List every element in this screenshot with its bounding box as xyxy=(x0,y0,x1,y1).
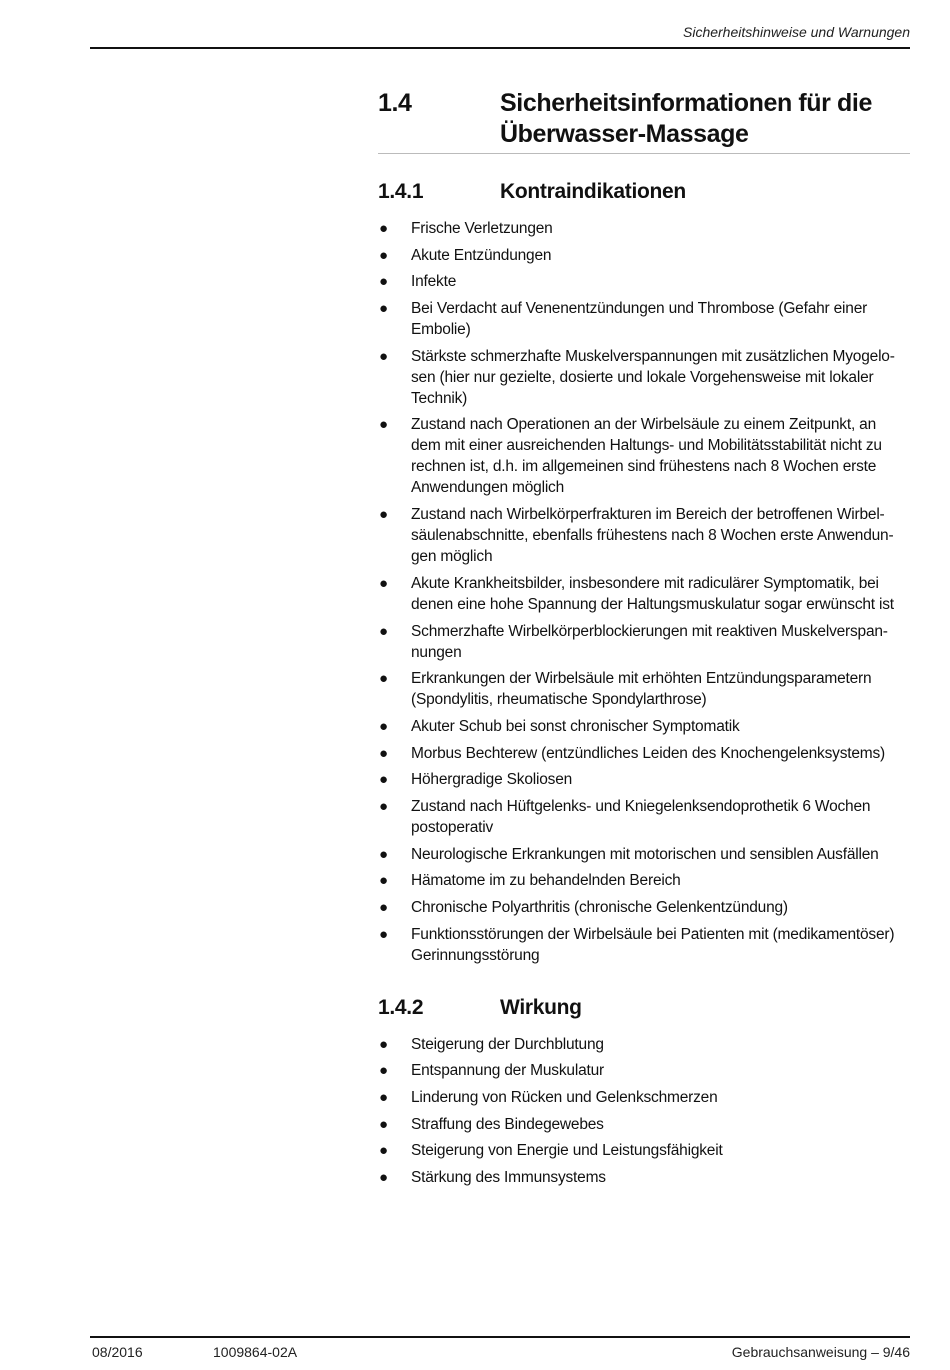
footer-divider xyxy=(90,1336,910,1338)
bullet-icon: ● xyxy=(379,622,388,640)
bullet-icon: ● xyxy=(379,797,388,815)
list-item-text xyxy=(411,1140,910,1161)
bullet-icon: ● xyxy=(379,744,388,762)
contraindications-list xyxy=(378,218,910,966)
list-item xyxy=(378,414,910,498)
subsection-heading-effect xyxy=(378,995,910,1021)
list-item xyxy=(378,1114,910,1135)
list-item xyxy=(378,1060,910,1081)
bullet-icon: ● xyxy=(379,1089,388,1107)
list-item-line: Entspannung der Muskulatur xyxy=(411,1062,604,1080)
footer-page-info: Gebrauchsanweisung – 9/46 xyxy=(731,1344,910,1360)
list-item-text xyxy=(411,668,910,710)
list-item-line: Linderung von Rücken und Gelenkschmerzen xyxy=(411,1089,718,1107)
list-item-line: Stärkste schmerzhafte Muskelverspannungen mit zusätzlichen Myogelo- xyxy=(411,347,895,365)
list-item-text xyxy=(411,870,910,891)
footer-document-number: 1009864-02A xyxy=(213,1344,298,1360)
list-item-text xyxy=(411,504,910,567)
bullet-icon: ● xyxy=(379,1142,388,1160)
list-item-text xyxy=(411,769,910,790)
list-item-line: Embolie) xyxy=(411,321,471,339)
bullet-icon: ● xyxy=(379,220,388,237)
running-header: Sicherheitshinweise und Warnungen xyxy=(683,24,910,40)
header-divider xyxy=(90,47,910,49)
list-item xyxy=(378,504,910,567)
bullet-icon: ● xyxy=(379,300,388,318)
bullet-icon: ● xyxy=(379,872,388,890)
list-item-text xyxy=(411,298,910,340)
list-item-line: rechnen ist, d.h. im allgemeinen sind frühestens nach 8 Wochen erste xyxy=(411,458,877,476)
list-item-line: Anwendungen möglich xyxy=(411,479,565,497)
list-item xyxy=(378,271,910,292)
list-item-line: Stärkung des Immunsystems xyxy=(411,1169,606,1187)
effect-list xyxy=(378,1034,910,1188)
list-item-text xyxy=(411,1034,910,1055)
list-item-line: gen möglich xyxy=(411,548,493,566)
list-item-line: Infekte xyxy=(411,273,457,291)
list-item xyxy=(378,844,910,865)
list-item-text xyxy=(411,796,910,838)
bullet-icon: ● xyxy=(379,347,388,365)
subsection-heading-contraindications xyxy=(378,179,910,205)
bullet-icon: ● xyxy=(379,1062,388,1080)
list-item-text xyxy=(411,1060,910,1081)
bullet-icon: ● xyxy=(379,1115,388,1133)
list-item-line: Gerinnungsstörung xyxy=(411,946,540,964)
list-item-line: Hämatome im zu behandelnden Bereich xyxy=(411,872,681,890)
list-item xyxy=(378,621,910,663)
bullet-icon: ● xyxy=(379,273,388,291)
bullet-icon: ● xyxy=(379,670,388,688)
bullet-icon: ● xyxy=(379,1169,388,1187)
list-item-line: Neurologische Erkrankungen mit motorischen und sensiblen Ausfällen xyxy=(411,845,879,863)
list-item-line: Chronische Polyarthritis (chronische Gelenkentzündung) xyxy=(411,899,788,916)
list-item-line: säulenabschnitte, ebenfalls frühestens nach 8 Wochen erste Anwendun- xyxy=(411,527,894,545)
list-item xyxy=(378,573,910,615)
list-item-text xyxy=(411,743,910,764)
list-item-line: Straffung des Bindegewebes xyxy=(411,1115,604,1133)
list-item xyxy=(378,870,910,891)
bullet-icon: ● xyxy=(379,246,388,264)
bullet-icon: ● xyxy=(379,925,388,943)
list-item xyxy=(378,1167,910,1188)
list-item-line: Akute Krankheitsbilder, insbesondere mit radiculärer Symptomatik, bei xyxy=(411,574,879,592)
list-item-text xyxy=(411,716,910,737)
bullet-icon: ● xyxy=(379,771,388,789)
section-title-line-1: Sicherheitsinformationen für die xyxy=(500,89,872,117)
subsection-title: Wirkung xyxy=(500,995,582,1019)
list-item-text xyxy=(411,1167,910,1188)
list-item xyxy=(378,716,910,737)
bullet-icon: ● xyxy=(379,416,388,434)
list-item-text xyxy=(411,573,910,615)
list-item-line: Zustand nach Hüftgelenks- und Kniegelenksendoprothetik 6 Wochen xyxy=(411,797,871,815)
section-title xyxy=(500,88,910,150)
subsection-number: 1.4.2 xyxy=(378,995,424,1019)
list-item-line: Zustand nach Wirbelkörperfrakturen im Bereich der betroffenen Wirbel- xyxy=(411,506,885,524)
bullet-icon: ● xyxy=(379,506,388,524)
section-heading xyxy=(378,88,910,154)
list-item xyxy=(378,298,910,340)
list-item xyxy=(378,743,910,764)
list-item-line: Funktionsstörungen der Wirbelsäule bei Patienten mit (medikamentöser) xyxy=(411,925,895,943)
list-item-line: Schmerzhafte Wirbelkörperblockierungen mit reaktiven Muskelverspan- xyxy=(411,622,888,640)
list-item-text xyxy=(411,897,910,918)
list-item xyxy=(378,924,910,966)
list-item xyxy=(378,897,910,918)
list-item-line: postoperativ xyxy=(411,818,494,836)
bullet-icon: ● xyxy=(379,717,388,735)
list-item xyxy=(378,245,910,266)
list-item xyxy=(378,668,910,710)
list-item-line: (Spondylitis, rheumatische Spondylarthrose) xyxy=(411,691,707,709)
list-item-line: Höhergradige Skoliosen xyxy=(411,771,573,789)
list-item xyxy=(378,218,910,239)
bullet-icon: ● xyxy=(379,899,388,916)
list-item-line: Erkrankungen der Wirbelsäule mit erhöhten Entzündungsparametern xyxy=(411,670,872,688)
list-item-text xyxy=(411,924,910,966)
list-item-line: Zustand nach Operationen an der Wirbelsäule zu einem Zeitpunkt, an xyxy=(411,416,876,434)
footer-date: 08/2016 xyxy=(92,1344,143,1360)
list-item-line: denen eine hohe Spannung der Haltungsmuskulatur sogar erwünscht ist xyxy=(411,595,894,613)
section-number: 1.4 xyxy=(378,89,412,117)
list-item-text xyxy=(411,271,910,292)
list-item-text xyxy=(411,621,910,663)
list-item-line: sen (hier nur gezielte, dosierte und lokale Vorgehensweise mit lokaler xyxy=(411,368,874,386)
section-title-line-2: Überwasser-Massage xyxy=(500,120,749,148)
subsection-number: 1.4.1 xyxy=(378,180,424,203)
list-item xyxy=(378,1140,910,1161)
list-item xyxy=(378,1087,910,1108)
bullet-icon: ● xyxy=(379,1035,388,1053)
list-item-text xyxy=(411,218,910,239)
page-content xyxy=(378,88,910,1194)
bullet-icon: ● xyxy=(379,845,388,863)
list-item xyxy=(378,1034,910,1055)
list-item-text xyxy=(411,245,910,266)
list-item-text xyxy=(411,1087,910,1108)
list-item-line: nungen xyxy=(411,643,462,661)
bullet-icon: ● xyxy=(379,574,388,592)
list-item-text xyxy=(411,1114,910,1135)
list-item-line: Steigerung der Durchblutung xyxy=(411,1035,604,1053)
list-item-text xyxy=(411,414,910,498)
list-item-line: Akuter Schub bei sonst chronischer Symptomatik xyxy=(411,717,740,735)
list-item-line: Steigerung von Energie und Leistungsfähigkeit xyxy=(411,1142,723,1160)
list-item-line: Akute Entzündungen xyxy=(411,246,552,264)
list-item-line: Bei Verdacht auf Venenentzündungen und Thrombose (Gefahr einer xyxy=(411,300,868,318)
list-item-text xyxy=(411,346,910,409)
list-item-line: Morbus Bechterew (entzündliches Leiden des Knochengelenksystems) xyxy=(411,744,885,762)
list-item-text xyxy=(411,844,910,865)
list-item-line: dem mit einer ausreichenden Haltungs- und Mobilitätsstabilität nicht zu xyxy=(411,437,882,455)
list-item xyxy=(378,346,910,409)
list-item-line: Frische Verletzungen xyxy=(411,220,553,237)
list-item-line: Technik) xyxy=(411,389,468,407)
list-item xyxy=(378,796,910,838)
list-item xyxy=(378,769,910,790)
subsection-title: Kontraindikationen xyxy=(500,180,686,203)
